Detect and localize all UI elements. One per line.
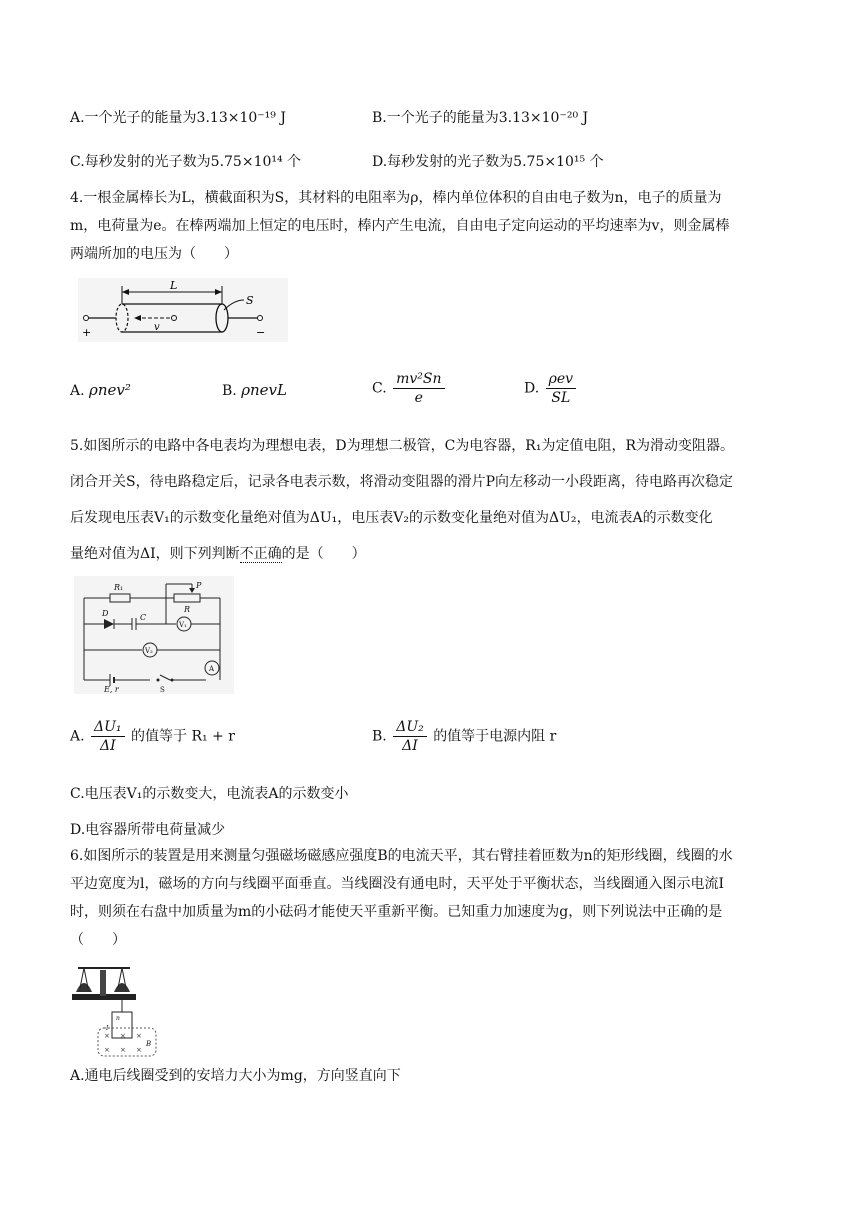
q4-option-c-denominator: e: [414, 390, 423, 406]
q3-option-a[interactable]: A.一个光子的能量为3.13×10⁻¹⁹ J: [70, 110, 286, 126]
q5-option-a-fraction: [91, 718, 125, 755]
q6-field-cross-5: ×: [120, 1046, 126, 1054]
q4-option-d-numerator: ρev: [546, 370, 576, 389]
q4-option-a-prefix: A.: [70, 383, 85, 399]
q4-option-d-fraction: [546, 370, 576, 407]
q5-label-v1: V₁: [179, 621, 187, 629]
q4-option-c-prefix: C.: [372, 380, 387, 397]
q5-option-d[interactable]: D.电容器所带电荷量减少: [70, 822, 226, 838]
q5-stem-line4-a: 量绝对值为ΔI，则下列判断: [70, 546, 240, 562]
q5-emphasis-not-correct: 不正确: [239, 546, 282, 562]
q5-option-a-denominator: ΔI: [99, 738, 116, 754]
q4-option-c[interactable]: [372, 370, 447, 407]
q4-stem-line2: m，电荷量为e。在棒两端加上恒定的电压时，棒内产生电流，自由电子定向运动的平均速率为v，则金属棒: [70, 218, 730, 234]
q5-option-c[interactable]: C.电压表V₁的示数变大，电流表A的示数变小: [70, 786, 349, 802]
q5-option-a[interactable]: [70, 718, 235, 755]
q4-label-s: S: [246, 294, 254, 307]
q4-label-plus: +: [82, 326, 92, 339]
q4-option-c-fraction: [393, 370, 444, 407]
q4-option-d[interactable]: [524, 370, 578, 407]
q6-label-i: I: [106, 1025, 109, 1032]
q6-stem-line4: （ ）: [70, 932, 126, 948]
q5-label-s: S: [160, 686, 165, 694]
q5-label-r: R: [184, 605, 191, 614]
q6-stem-line1: 6.如图所示的装置是用来测量匀强磁场磁感应强度B的电流天平，其右臂挂着匝数为n的矩形线圈，线圈的水: [70, 848, 733, 864]
q5-stem-line4: [70, 544, 800, 564]
q5-stem-line3: 后发现电压表V₁的示数变化量绝对值为ΔU₁，电压表V₂的示数变化量绝对值为ΔU₂，电流表A的示数变化: [70, 510, 713, 526]
q4-metal-rod-figure: [78, 278, 288, 342]
q5-option-b-suffix: 的值等于电源内阻 r: [433, 728, 557, 745]
q5-option-b-denominator: ΔI: [402, 738, 418, 754]
q5-option-b-prefix: B.: [372, 728, 387, 745]
q4-option-a-expr: ρnev²: [89, 381, 131, 399]
q5-stem-line2: 闭合开关S，待电路稳定后，记录各电表示数，将滑动变阻器的滑片P向左移动一小段距离，待电路再次稳定: [70, 474, 734, 490]
q5-label-c: C: [140, 613, 147, 622]
q6-label-n: n: [116, 1015, 120, 1022]
q4-option-b-prefix: B.: [222, 383, 237, 399]
q4-stem-line1: 4.一根金属棒长为L，横截面积为S，其材料的电阻率为ρ，棒内单位体积的自由电子数为n，电子的质量为: [70, 190, 722, 206]
q6-field-cross-2: ×: [120, 1032, 126, 1040]
q5-label-r1: R₁: [114, 583, 124, 592]
q6-stem-line2: 平边宽度为l，磁场的方向与线圈平面垂直。当线圈没有通电时，天平处于平衡状态，当线圈通入图示电流I: [70, 876, 725, 892]
q6-field-cross-1: ×: [104, 1032, 110, 1040]
q5-label-d: D: [102, 609, 109, 618]
q5-label-a: A: [209, 665, 215, 673]
q4-label-v: v: [154, 322, 160, 333]
q5-option-b[interactable]: [372, 718, 556, 755]
q6-field-cross-3: ×: [136, 1032, 142, 1040]
q4-option-b-expr: ρnevL: [241, 381, 287, 399]
q5-label-p: P: [196, 581, 202, 590]
q3-option-b[interactable]: B.一个光子的能量为3.13×10⁻²⁰ J: [372, 110, 589, 126]
q4-option-a[interactable]: [70, 380, 131, 401]
q4-label-minus: −: [256, 326, 266, 339]
q4-option-d-prefix: D.: [524, 380, 540, 397]
q6-label-b: B: [146, 1040, 152, 1048]
q4-label-l: L: [170, 279, 178, 292]
q4-stem-line3: 两端所加的电压为（ ）: [70, 246, 238, 262]
q5-option-a-suffix: 的值等于 R₁ + r: [131, 728, 235, 745]
q6-stem-line3: 时，则须在右盘中加质量为m的小砝码才能使天平重新平衡。已知重力加速度为g，则下列说法中正确的是: [70, 904, 723, 920]
q3-option-d[interactable]: D.每秒发射的光子数为5.75×10¹⁵ 个: [372, 154, 604, 170]
q5-circuit-figure: [74, 576, 234, 694]
q5-option-a-prefix: A.: [70, 728, 85, 745]
q6-field-cross-4: ×: [104, 1046, 110, 1054]
q6-option-a[interactable]: A.通电后线圈受到的安培力大小为mg，方向竖直向下: [70, 1068, 401, 1084]
q4-option-b[interactable]: [222, 380, 287, 401]
q5-label-er: E, r: [104, 685, 119, 694]
q4-option-d-denominator: SL: [551, 390, 571, 406]
q5-stem-line1: 5.如图所示的电路中各电表均为理想电表，D为理想二极管，C为电容器，R₁为定值电阻，R为滑动变阻器。: [70, 438, 734, 454]
q5-option-a-numerator: ΔU₁: [91, 718, 125, 737]
q6-field-cross-6: ×: [136, 1046, 142, 1054]
q6-current-balance-figure: [70, 954, 160, 1058]
q5-stem-line4-b: 的是（ ）: [281, 546, 366, 562]
q5-label-v2: V₂: [145, 647, 153, 655]
q5-option-b-numerator: ΔU₂: [393, 718, 427, 737]
q4-option-c-numerator: mv²Sn: [393, 370, 444, 389]
q5-option-b-fraction: [393, 718, 427, 755]
q3-option-c[interactable]: C.每秒发射的光子数为5.75×10¹⁴ 个: [70, 154, 302, 170]
